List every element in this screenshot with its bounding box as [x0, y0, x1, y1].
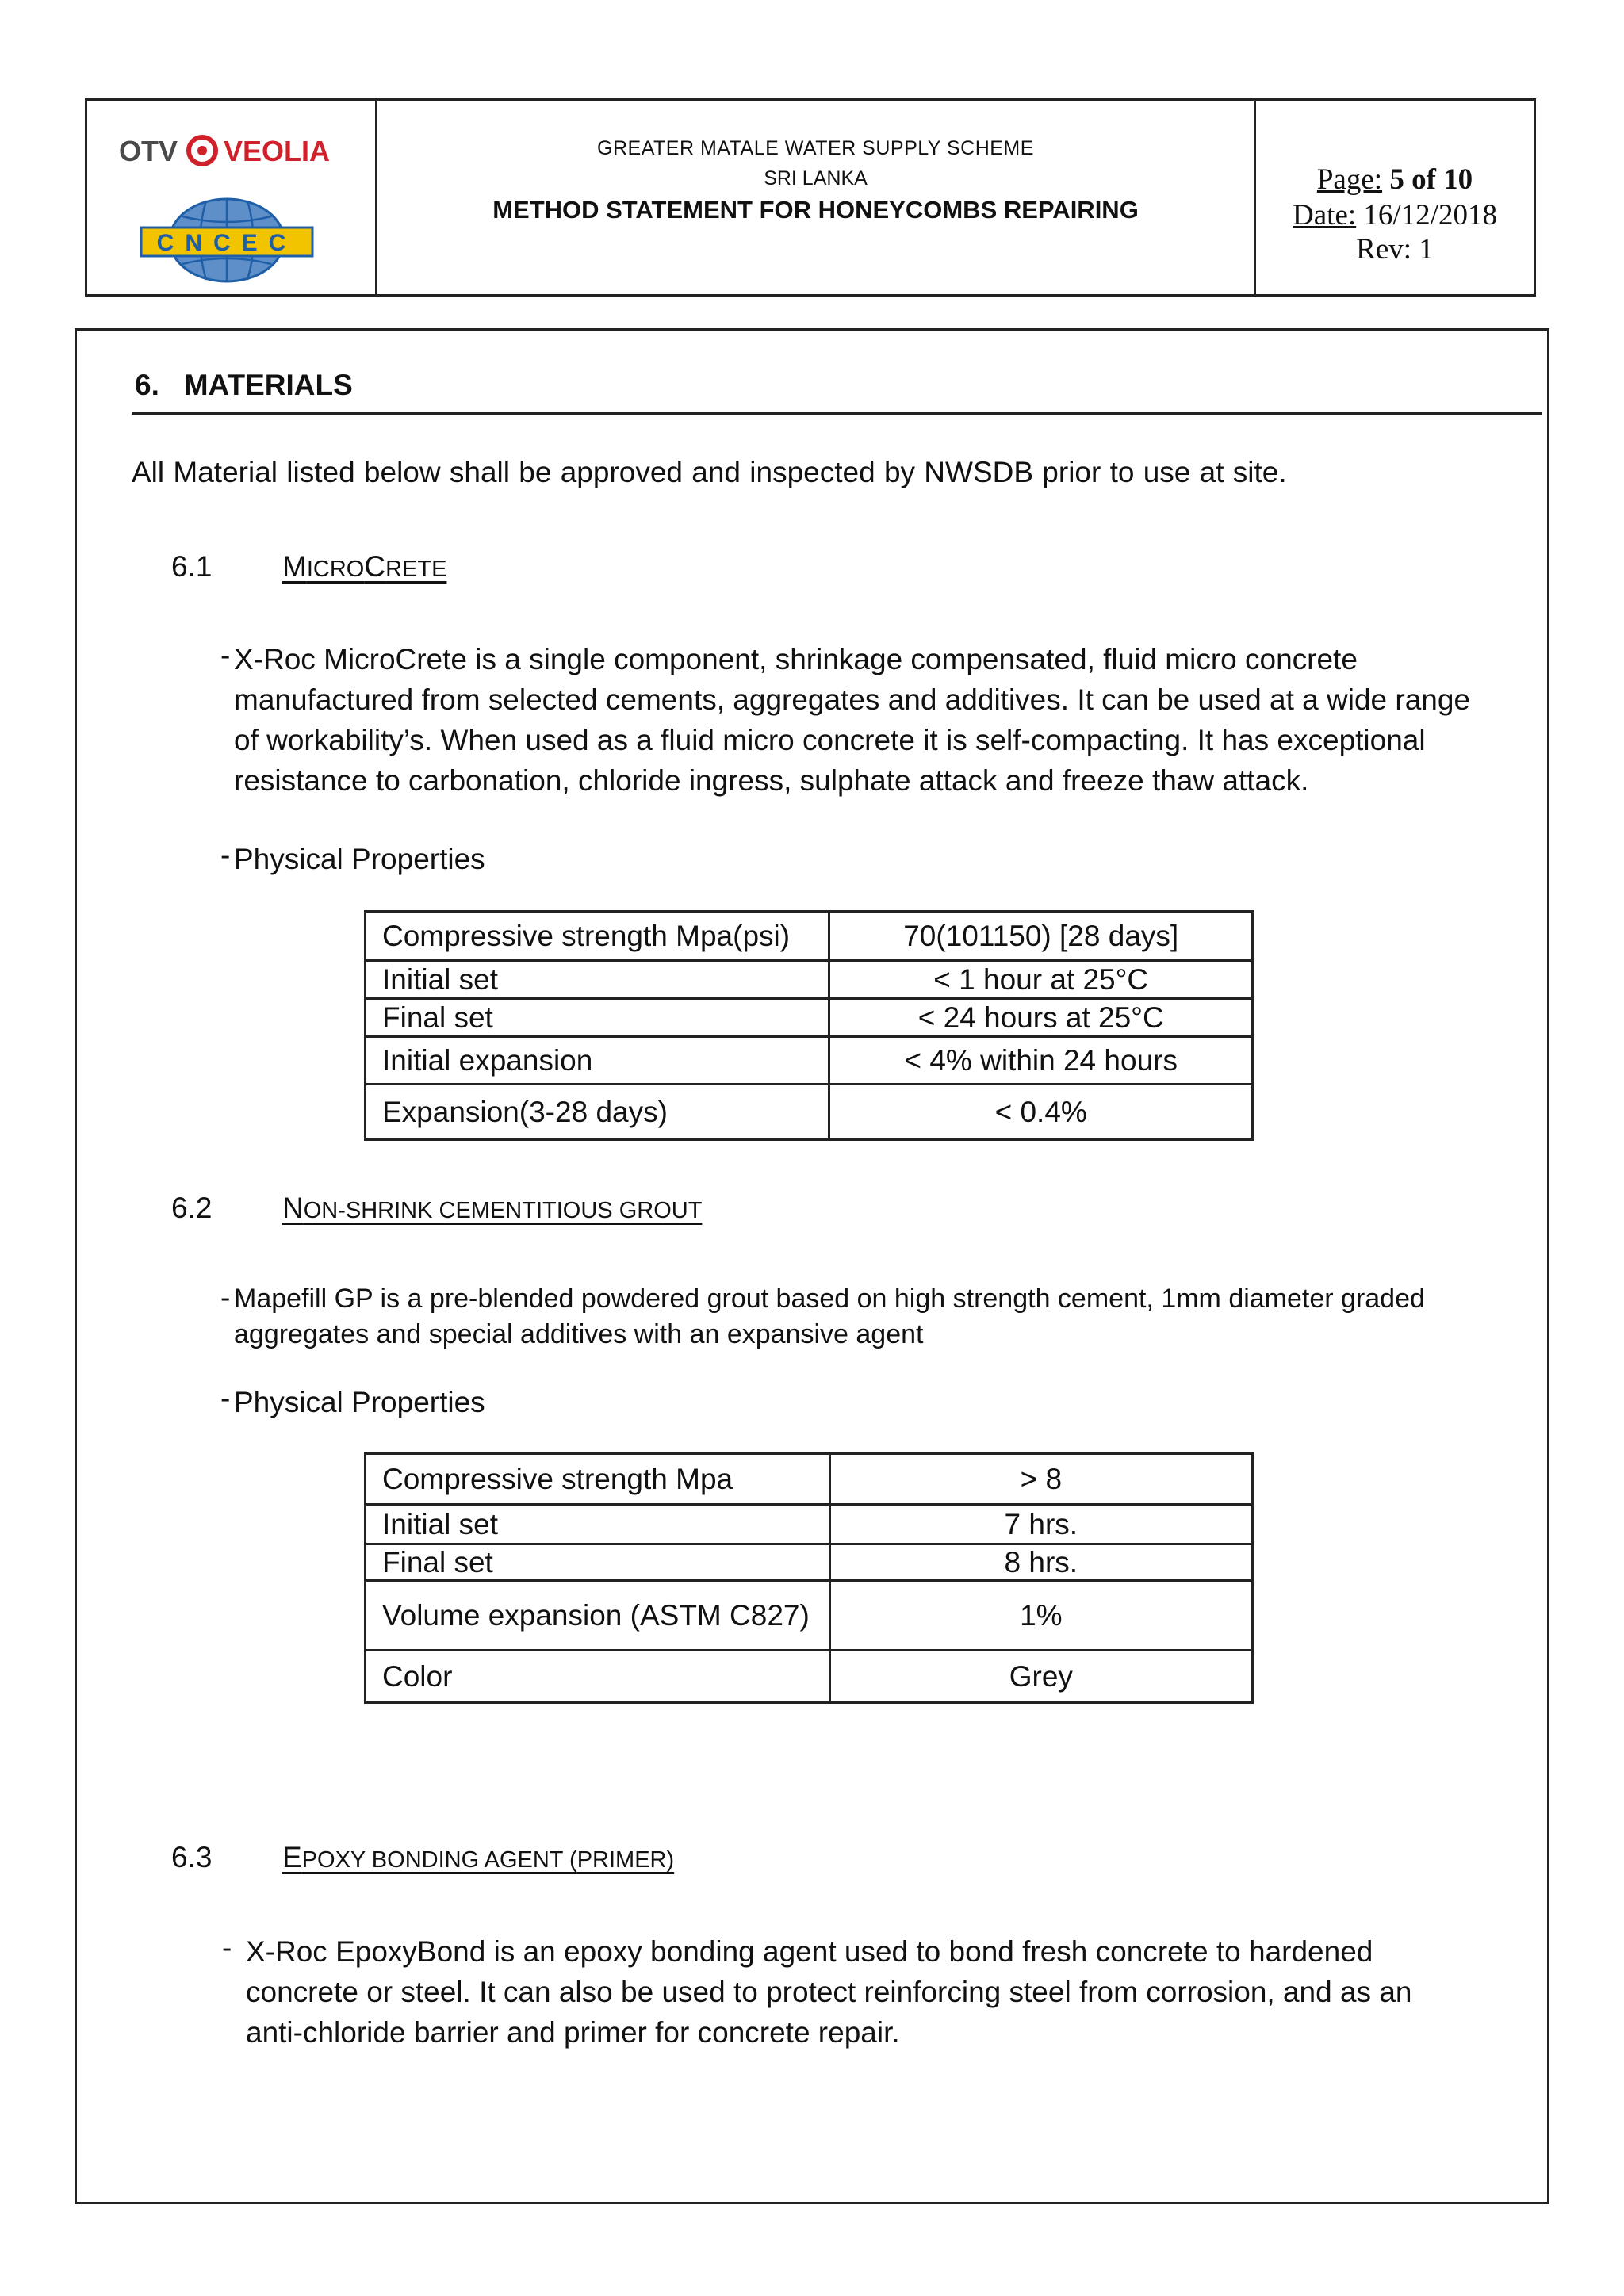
content-frame [75, 328, 1549, 2204]
property-name: Initial expansion [366, 1037, 829, 1085]
property-value: < 1 hour at 25°C [829, 961, 1253, 999]
subsection-heading-microcrete: MICROCRETE [282, 550, 447, 583]
cncec-logo [141, 199, 312, 281]
grout-description: Mapefill GP is a pre-blended powdered grout based on high strength cement, 1mm diameter graded aggregates and special additives with an expansive agent [234, 1284, 1425, 1349]
grout-properties-table [364, 1452, 1254, 1704]
property-value: < 0.4% [829, 1085, 1253, 1140]
table-row [366, 961, 1253, 999]
subsection-number: 6.2 [171, 1192, 213, 1224]
property-value: > 8 [829, 1454, 1252, 1505]
table-row [366, 1454, 1253, 1505]
property-name: Expansion(3-28 days) [366, 1085, 829, 1140]
bullet-dash: - [220, 1281, 231, 1314]
property-name: Color [366, 1651, 830, 1703]
property-value: < 4% within 24 hours [829, 1037, 1253, 1085]
revision: Rev: 1 [1356, 233, 1434, 266]
table-row [366, 912, 1253, 961]
table-row [366, 1581, 1253, 1651]
table-row [366, 1651, 1253, 1703]
property-value: 7 hrs. [829, 1505, 1252, 1544]
physical-properties-label: Physical Properties [234, 843, 485, 875]
veolia-logo-text: VEOLIA [224, 135, 331, 167]
property-value: 1% [829, 1581, 1252, 1651]
table-row [366, 999, 1253, 1037]
property-name: Volume expansion (ASTM C827) [366, 1581, 830, 1651]
table-row [366, 1085, 1253, 1140]
property-name: Compressive strength Mpa(psi) [366, 912, 829, 961]
page-number: Page: 5 of 10 [1316, 163, 1473, 196]
section-title: 6. MATERIALS [135, 369, 353, 401]
subsection-number: 6.1 [171, 550, 213, 583]
property-name: Final set [366, 1544, 830, 1581]
property-name: Initial set [366, 961, 829, 999]
bullet-dash: - [222, 1931, 232, 1964]
project-name: GREATER MATALE WATER SUPPLY SCHEME [597, 137, 1034, 159]
document-title: METHOD STATEMENT FOR HONEYCOMBS REPAIRING [492, 196, 1139, 224]
microcrete-description: X-Roc MicroCrete is a single component, shrinkage compensated, fluid micro concrete manufactured from selected cements, aggregates and additives. It can be used at a wide range of workability’s. When used as a fluid micro concrete it is self-compacting. It has exceptional resistance to carbonation, chloride ingress, sulphate attack and freeze thaw attack. [234, 643, 1471, 797]
header-title-cell [377, 101, 1256, 294]
subsection-heading-grout: NON-SHRINK CEMENTITIOUS GROUT [282, 1192, 703, 1224]
subsection-heading-epoxy: EPOXY BONDING AGENT (PRIMER) [282, 1841, 675, 1873]
epoxy-description: X-Roc EpoxyBond is an epoxy bonding agent used to bond fresh concrete to hardened concrete or steel. It can also be used to protect reinforcing steel from corrosion, and as an anti-chloride barrier and primer for concrete repair. [246, 1935, 1412, 2049]
document-header [85, 98, 1536, 297]
table-row [366, 1505, 1253, 1544]
bullet-dash: - [220, 1382, 231, 1414]
bullet-dash: - [220, 639, 231, 672]
property-name: Compressive strength Mpa [366, 1454, 830, 1505]
bullet-dash: - [220, 839, 231, 871]
svg-text:CNCEC: CNCEC [156, 230, 297, 256]
table-row [366, 1037, 1253, 1085]
microcrete-properties-table [364, 910, 1254, 1141]
property-value: Grey [829, 1651, 1252, 1703]
otv-veolia-logo [87, 101, 377, 299]
logo-cell [87, 101, 377, 294]
project-country: SRI LANKA [764, 167, 868, 189]
document-date: Date: 16/12/2018 [1293, 199, 1497, 232]
section-divider [132, 412, 1542, 415]
physical-properties-label: Physical Properties [234, 1386, 485, 1418]
property-name: Final set [366, 999, 829, 1037]
property-value: < 24 hours at 25°C [829, 999, 1253, 1037]
property-name: Initial set [366, 1505, 830, 1544]
otv-logo-text: OTV [119, 135, 178, 167]
property-value: 70(101150) [28 days] [829, 912, 1253, 961]
header-meta-cell [1256, 101, 1534, 294]
property-value: 8 hrs. [829, 1544, 1252, 1581]
section-intro: All Material listed below shall be approved and inspected by NWSDB prior to use at site. [132, 456, 1287, 488]
table-row [366, 1544, 1253, 1581]
subsection-number: 6.3 [171, 1841, 213, 1873]
